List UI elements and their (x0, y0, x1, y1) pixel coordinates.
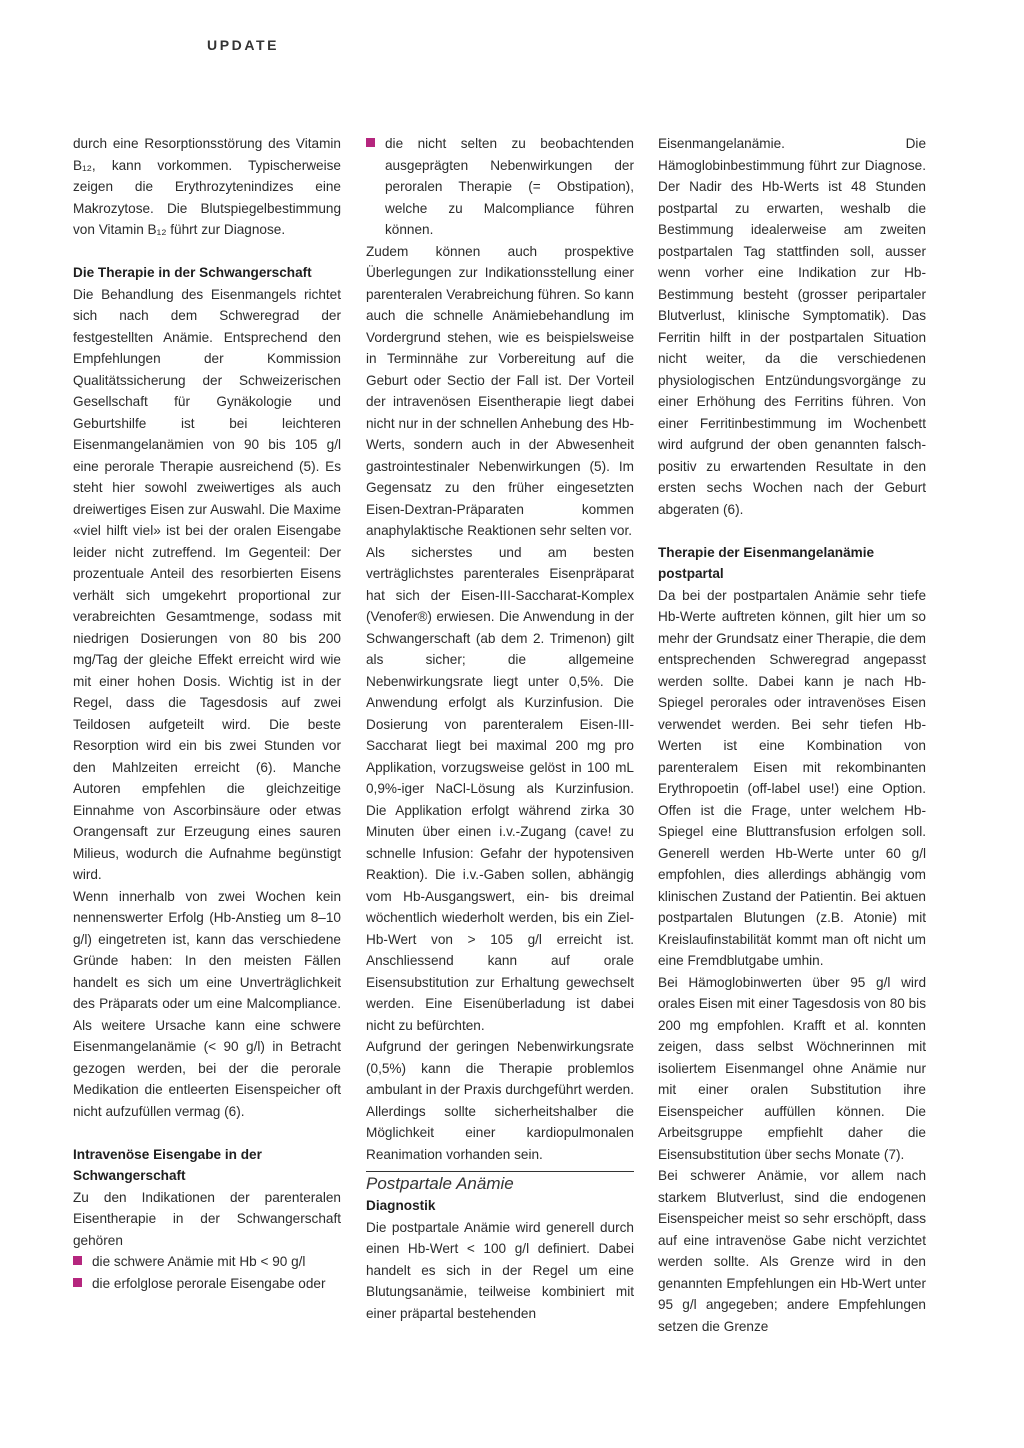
paragraph: Zudem können auch prospektive Überlegungen zur Indikationsstellung einer parenteralen Verabreichung führen. So kann auch die schnelle Anämiebehandlung im Vordergrund stehen, wie es beispielsweise in Terminnähe zur Vorbereitung auf die Geburt oder Sectio der Fall ist. Der Vorteil der intravenösen Eisentherapie liegt dabei nicht nur in der schnellen Anhebung des Hb-Werts, sondern auch in der Abwesenheit gastrointestinaler Nebenwirkungen (5). Im Gegensatz zu den früher eingesetzten Eisen-Dextran-Präparaten kommen anaphylaktische Reaktionen sehr selten vor. (366, 243, 634, 538)
paragraph: Die Behandlung des Eisenmangels richtet sich nach dem Schweregrad der festgestellten Anämie. Entsprechend den Empfehlungen der Kommission Qualitätssicherung der Schweizerischen Gesellschaft für Gynäkologie und Geburtshilfe ist bei leichteren Eisenmangelanämien von 90 bis 105 g/l eine perorale Therapie ausreichend (5). Es steht hier sowohl zweiwertiges als auch dreiwertiges Eisen zur Auswahl. Die Maxime «viel hilft viel» ist bei der oralen Eisengabe leider nicht zutreffend. Im Gegenteil: Der prozentuale Anteil des resorbierten Eisens verhält sich umgekehrt proportional zur verabreichten Gesamtmenge, sodass mit niedrigen Dosierungen von 80 bis 200 mg/Tag der gleiche Effekt erreicht wird wie mit einer hohen Dosis. Wichtig ist in der Regel, dass die Tagesdosis auf zwei Teildosen aufgeteilt wird. Die beste Resorption wird ein bis zwei Stunden vor den Mahlzeiten erreicht (6). Manche Autoren empfehlen die gleichzeitige Einnahme von Ascorbinsäure oder etwas Orangensaft zur Erzeugung eines sauren Milieus, wodurch die Aufnahme begünstigt wird. (73, 286, 341, 882)
list-item: die erfolglose perorale Eisengabe oder (73, 1273, 341, 1295)
bullet-square-icon (73, 1256, 82, 1265)
paragraph: Wenn innerhalb von zwei Wochen kein nennenswerter Erfolg (Hb-Anstieg um 8–10 g/l) eingetreten ist, kann das verschiedene Gründe haben: In den meisten Fällen handelt es sich um eine Unverträglichkeit des Präparats oder um eine Malcompliance. Als weitere Ursache kann eine schwere Eisenmangelanämie (< 90 g/l) in Betracht gezogen werden, bei der die perorale Medikation die entleerten Eisenspeicher oft nicht aufzufüllen vermag (6). (73, 888, 341, 1119)
column-2 (366, 133, 634, 1324)
subheading-therapy-pregnancy: Die Therapie in der Schwangerschaft (73, 265, 312, 280)
bullet-list (366, 133, 634, 241)
paragraph: durch eine Resorptionsstörung des Vitamin B₁₂, kann vorkommen. Typischerweise zeigen die Erythrozytenindizes eine Makrozytose. Die Blutspiegelbestimmung von Vitamin B₁₂ führt zur Diagnose. (73, 136, 341, 237)
section-header: UPDATE (207, 37, 280, 53)
list-item: die nicht selten zu beobachtenden ausgeprägten Nebenwirkungen der peroralen Therapie (= Obstipation), welche zu Malcompliance führen können. (366, 133, 634, 241)
section-title: Postpartale Anämie (366, 1174, 514, 1193)
bullet-square-icon (73, 1278, 82, 1287)
paragraph: Bei schwerer Anämie, vor allem nach starkem Blutverlust, sind die endogenen Eisenspeicher meist so sehr erschöpft, dass auf eine intravenöse Gabe nicht verzichtet werden sollte. Als Grenze wird in den genannten Empfehlungen ein Hb-Wert unter 95 g/l angegeben; andere Empfehlungen setzen die Grenze (658, 1168, 926, 1334)
subheading-diagnostics: Diagnostik (366, 1198, 436, 1213)
paragraph: Aufgrund der geringen Nebenwirkungsrate (0,5%) kann die Therapie problemlos ambulant in der Praxis durchgeführt werden. Allerdings sollte sicherheitshalber die Möglichkeit einer kardiopulmonalen Reanimation vorhanden sein. (366, 1039, 634, 1162)
paragraph: Da bei der postpartalen Anämie sehr tiefe Hb-Werte auftreten können, gilt hier um so mehr der Grundsatz einer Therapie, die dem entsprechenden Schweregrad angepasst werden sollte. Dabei kann je nach Hb-Spiegel perorales oder intravenöses Eisen verwendet werden. Bei sehr tiefen Hb-Werten ist eine Kombination von parenteralem Eisen mit rekombinanten Erythropoetin (off-label use!) eine Option. Offen ist die Frage, unter welchem Hb-Spiegel eine Bluttransfusion erfolgen soll. Generell werden Hb-Werte unter 60 g/l empfohlen, dies allerdings abhängig vom klinischen Zustand der Patientin. Bei aktuen postpartalen Blutungen (z.B. Atonie) mit Kreislaufinstabilität kommt man oft nicht um eine Fremdblutgabe umhin. (658, 587, 926, 968)
column-3 (658, 133, 926, 1337)
paragraph: Als sicherstes und am besten verträglichstes parenterales Eisenpräparat hat sich der Eisen-III-Saccharat-Komplex (Venofer®) erwiesen. Die Anwendung in der Schwangerschaft (ab dem 2. Trimenon) gilt als sicher; die allgemeine Nebenwirkungsrate liegt unter 0,5%. Die Anwendung erfolgt als Kurzinfusion. Die Dosierung von parenteralem Eisen-III-Saccharat liegt bei maximal 200 mg pro Applikation, vorzugsweise gelöst in 100 mL 0,9%-iger NaCl-Lösung als Kurzinfusion. Die Applikation erfolgt während zirka 30 Minuten über einen i.v.-Zugang (cave! zu schnelle Infusion: Gefahr der hypotensiven Reaktion). Die i.v.-Gaben sollen, abhängig vom Hb-Ausgangswert, ein- bis dreimal wöchentlich wiederholt werden, bis ein Ziel-Hb-Wert von > 105 g/l erreicht ist. Anschliessend kann auf orale Eisensubstitution zur Erhaltung gewechselt werden. Eine Eisenüberladung ist dabei nicht zu befürchten. (366, 544, 634, 1033)
paragraph: Eisenmangelanämie. Die Hämoglobinbestimmung führt zur Diagnose. Der Nadir des Hb-Werts ist 48 Stunden postpartal zu erwarten, weshalb die Bestimmung idealerweise am zweiten postpartalen Tag stattfinden soll, ausser wenn vorher eine Indikation zur Hb-Bestimmung besteht (grosser peripartaler Blutverlust, klinische Symptomatik). Das Ferritin hilft in der postpartalen Situation nicht weiter, da die verschiedenen physiologischen Entzündungsvorgänge zu einer Erhöhung des Ferritins führen. Von einer Ferritinbestimmung im Wochenbett wird aufgrund der oben genannten falsch-positiv zu erwartenden Resultate in den ersten sechs Wochen nach der Geburt abgeraten (6). (658, 136, 926, 517)
subheading-postpartum-therapy: Therapie der Eisenmangelanämie postpartal (658, 544, 875, 581)
subheading-iv-iron: Intravenöse Eisengabe in der Schwangerschaft (73, 1146, 262, 1183)
paragraph: Bei Hämoglobinwerten über 95 g/l wird orales Eisen mit einer Tagesdosis von 80 bis 200 mg empfohlen. Krafft et al. konnten zeigen, dass selbst Wöchnerinnen mit isoliertem Eisenmangel ohne Anämie nur mit einer oralen Substitution ihre Eisenspeicher auffüllen können. Die Arbeitsgruppe empfiehlt daher die Eisensubstitution über sechs Monate (7). (658, 974, 926, 1162)
paragraph: Zu den Indikationen der parenteralen Eisentherapie in der Schwangerschaft gehören (73, 1189, 341, 1248)
bullet-square-icon (366, 138, 375, 147)
paragraph: Die postpartale Anämie wird generell durch einen Hb-Wert < 100 g/l definiert. Dabei handelt es sich in der Regel um eine Blutungsanämie, teilweise kombiniert mit einer präpartal bestehenden (366, 1219, 634, 1321)
list-item: die schwere Anämie mit Hb < 90 g/l (73, 1251, 341, 1273)
column-1 (73, 133, 341, 1294)
bullet-list (73, 1251, 341, 1294)
